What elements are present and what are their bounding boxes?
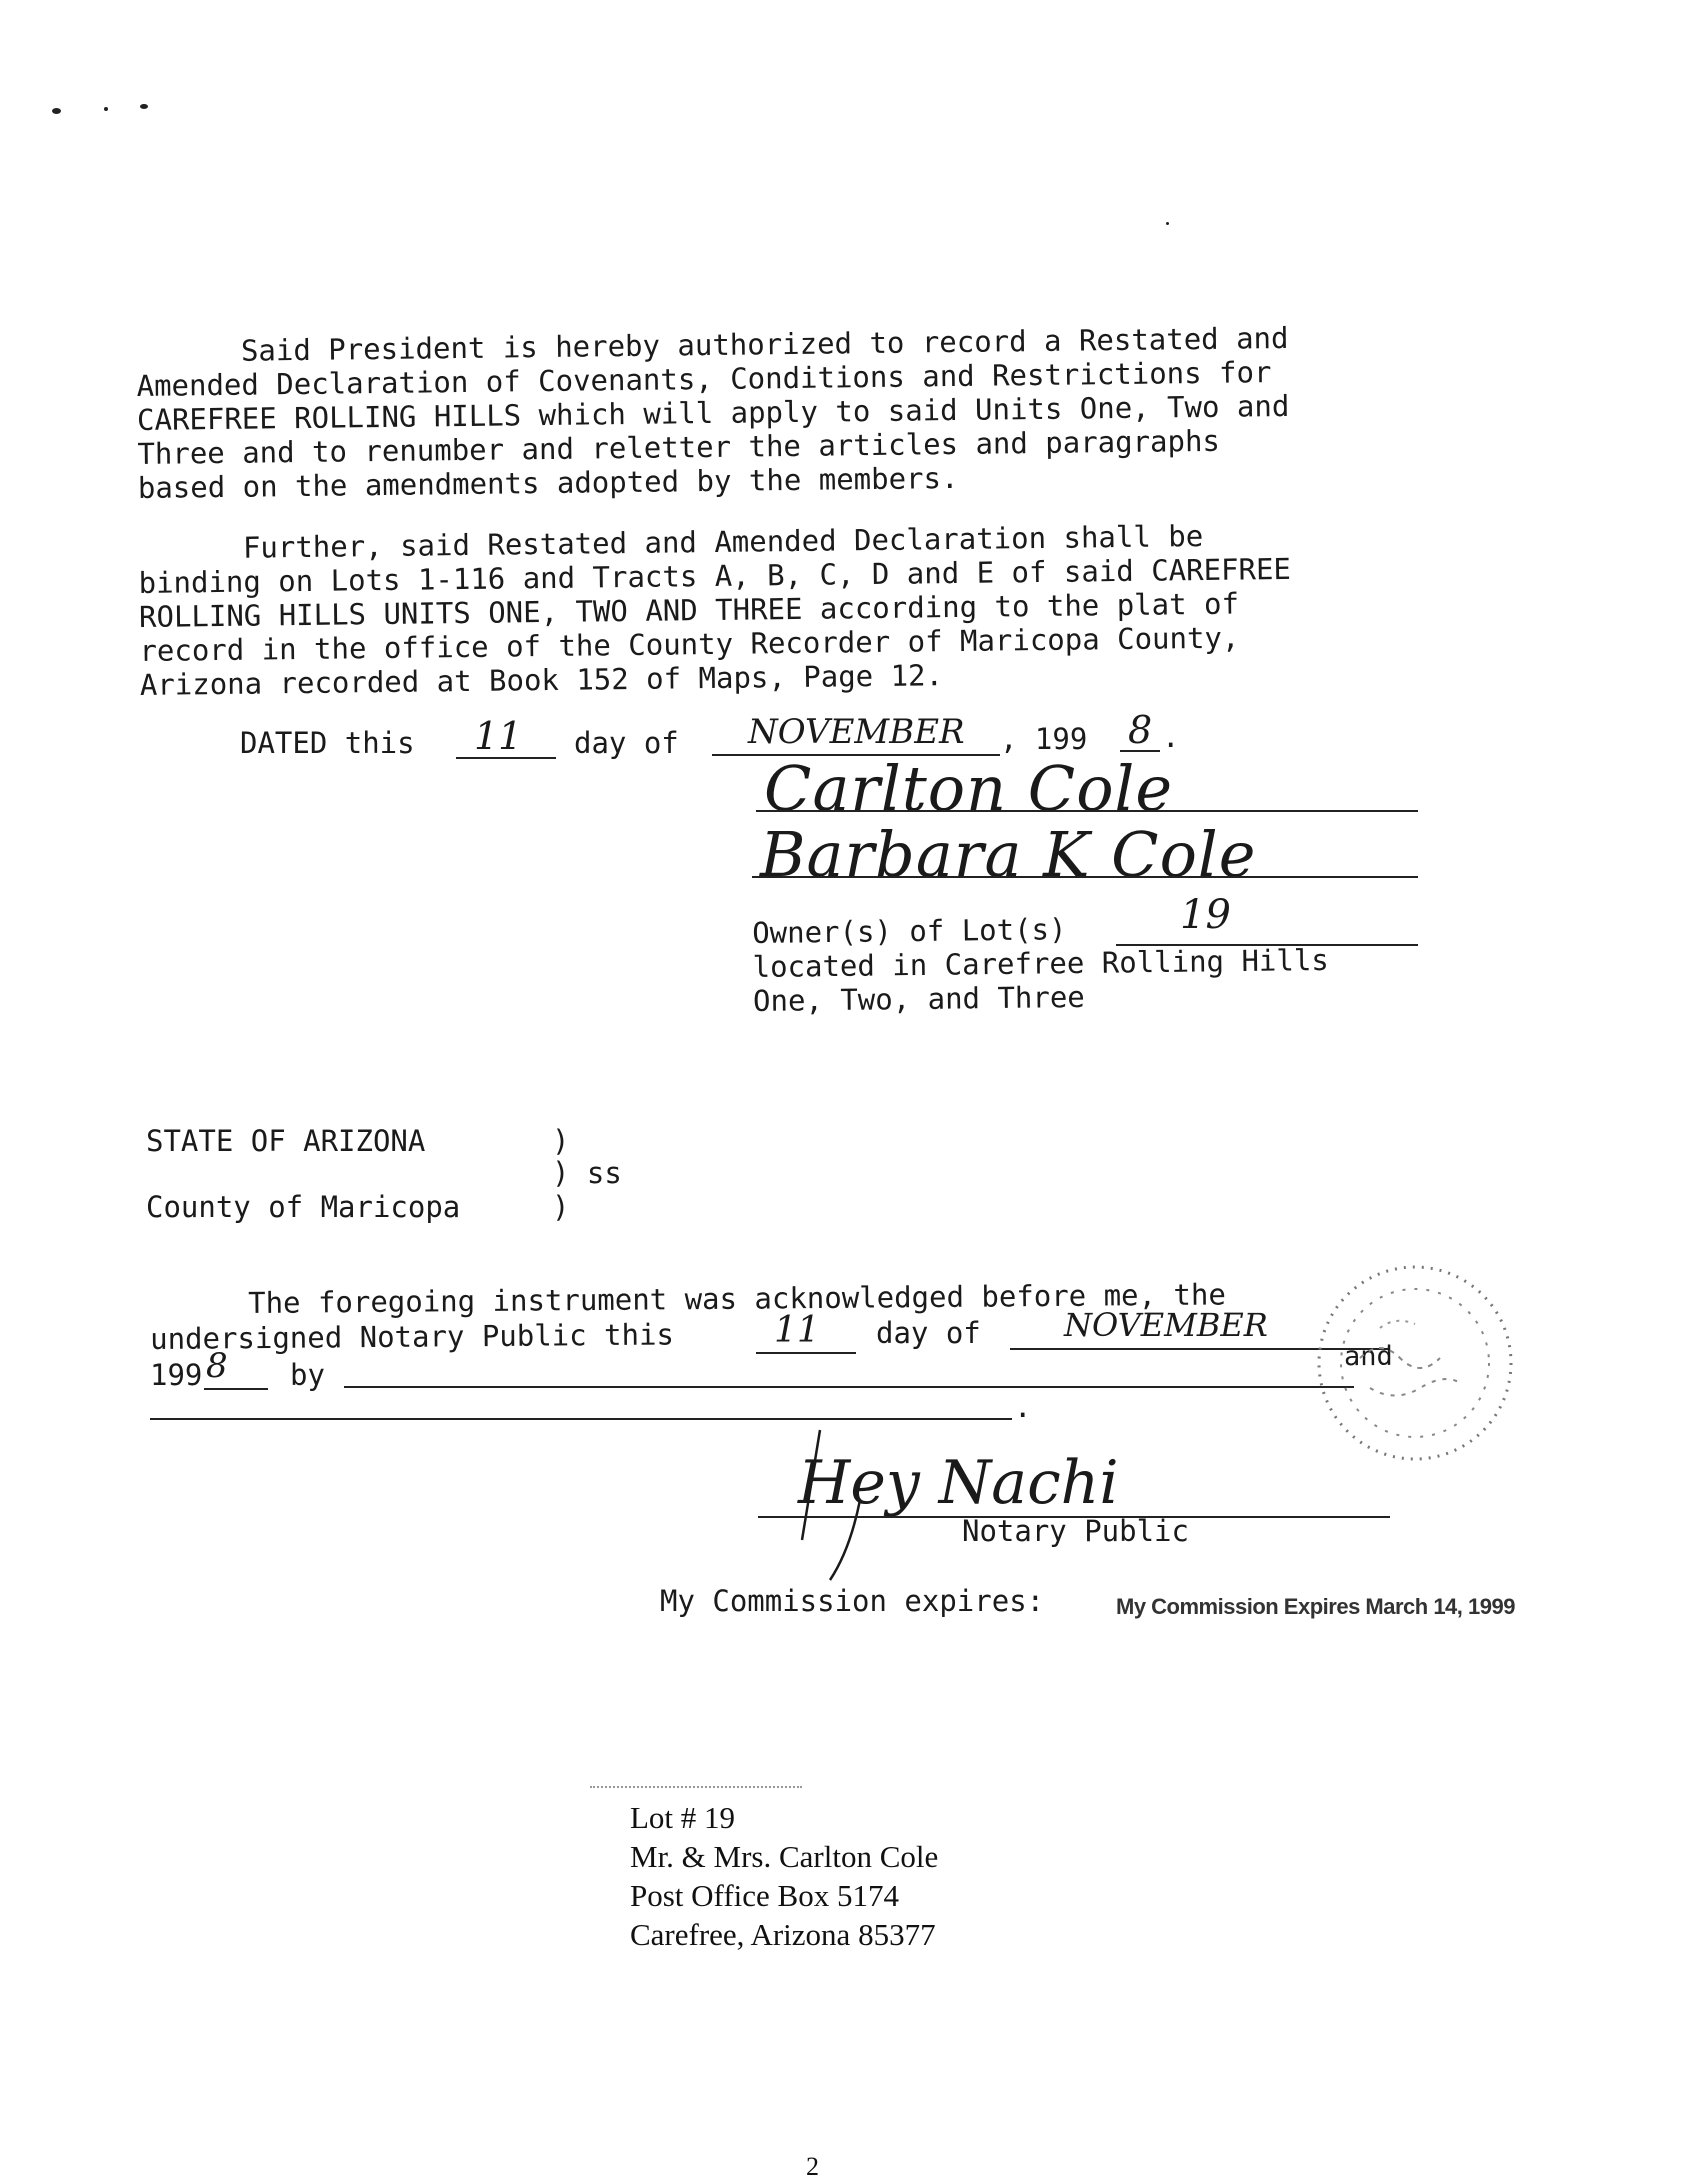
owner-caption [752,909,1329,1018]
paragraph-line: record in the office of the County Recorder of Maricopa County, [139,620,1240,668]
resolution-paragraph-1 [136,321,1290,505]
owner-caption-line-3: One, Two, and Three [752,979,1085,1018]
venue-paren-top: ) [552,1124,570,1158]
paragraph-line: Three and to renumber and reletter the articles and paragraphs [137,423,1221,471]
paragraph-line: CAREFREE ROLLING HILLS which will apply to said Units One, Two and [136,388,1290,437]
dated-year-digit: 8 [1128,708,1153,752]
mailing-address-block [630,1798,938,1954]
owner-caption-line-2: located in Carefree Rolling Hills [752,942,1329,984]
ack-month-value: NOVEMBER [1064,1306,1268,1344]
scan-speck [140,104,148,109]
notary-label: Notary Public [962,1514,1189,1548]
dated-label: DATED this [240,726,415,760]
owner-signature-2: Barbara K Cole [760,818,1257,891]
dated-month-value: NOVEMBER [748,712,965,752]
commission-stamp: My Commission Expires March 14, 1999 [1116,1594,1515,1619]
notary-seal-icon [1300,1248,1530,1478]
paragraph-line: Arizona recorded at Book 152 of Maps, Page 12. [139,658,944,702]
ack-period: . [1014,1390,1032,1424]
paragraph-line: Amended Declaration of Covenants, Conditions and Restrictions for [136,355,1272,403]
paragraph-line: Further, said Restated and Amended Declaration shall be [138,518,1204,566]
owner-signature-line-1 [756,810,1418,812]
ack-year-prefix: 199 [150,1358,203,1392]
dated-day-value: 11 [474,714,523,758]
dated-day-of: day of [574,726,679,760]
owner-lot-label: Owner(s) of Lot(s) [752,912,1067,950]
address-po-box: Post Office Box 5174 [630,1878,899,1913]
address-lot: Lot # 19 [630,1800,736,1835]
ack-by: by [290,1358,325,1392]
scan-speck [1166,222,1169,225]
resolution-paragraph-2 [138,518,1292,702]
address-cut-mark [590,1786,802,1788]
address-city: Carefree, Arizona 85377 [630,1917,936,1952]
paragraph-line: Said President is hereby authorized to record a Restated and [136,320,1289,369]
venue-paren-bottom: ) [552,1190,570,1224]
ack-year-blank [204,1388,268,1390]
ack-name-blank-1 [344,1386,1354,1388]
notary-signature: Hey Nachi [798,1448,1119,1518]
owner-lot-value: 19 [1180,892,1231,938]
ack-line-1: The foregoing instrument was acknowledged before me, the [248,1277,1226,1320]
page-number: 2 [806,2152,819,2181]
venue-state: STATE OF ARIZONA [146,1124,426,1158]
ack-day-of: day of [876,1316,981,1350]
commission-label: My Commission expires: [660,1584,1045,1618]
ack-day-value: 11 [774,1310,820,1351]
ack-year-digit: 8 [206,1346,228,1386]
notary-signature-flourish-icon [790,1420,910,1590]
paragraph-line: based on the amendments adopted by the members. [137,460,959,505]
ack-day-blank [756,1352,856,1354]
dated-year-prefix: , 199 [1000,722,1088,756]
venue-ss: ) ss [552,1156,622,1190]
owner-signature-1: Carlton Cole [764,752,1174,825]
owner-signature-line-2 [752,876,1418,878]
ack-and: and [1344,1341,1393,1372]
paragraph-line: binding on Lots 1-116 and Tracts A, B, C, D and E of said CAREFREE [138,551,1292,600]
address-name: Mr. & Mrs. Carlton Cole [630,1839,939,1874]
venue-county: County of Maricopa [146,1190,461,1224]
paragraph-line: ROLLING HILLS UNITS ONE, TWO AND THREE according to the plat of [138,586,1240,634]
scan-speck [52,108,61,114]
ack-line-2: undersigned Notary Public this [150,1317,675,1356]
dated-period: . [1162,720,1180,754]
scan-speck [104,107,108,111]
owner-lot-blank [1116,944,1418,946]
